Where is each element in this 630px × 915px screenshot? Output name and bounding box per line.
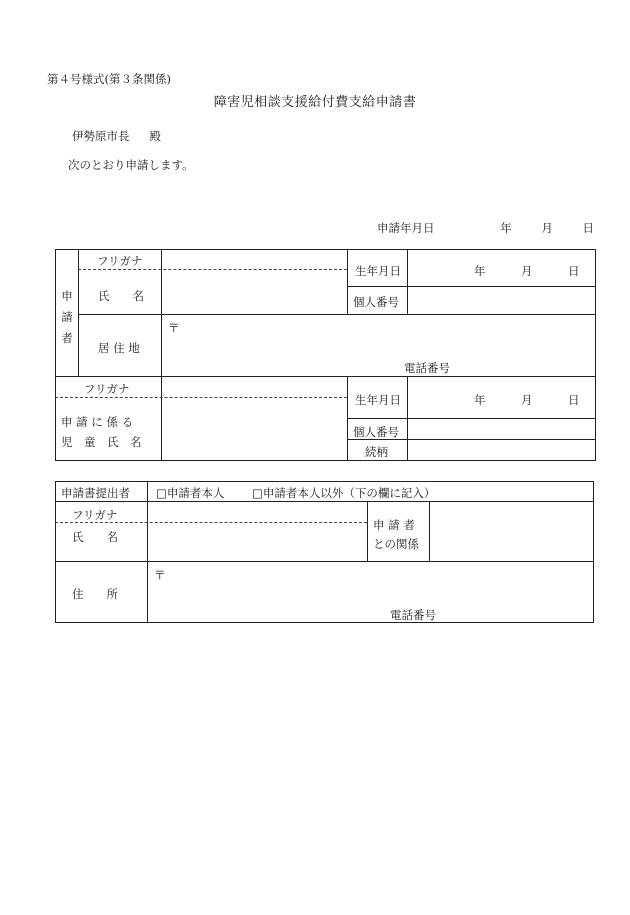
- submitter-label: 申請書提出者: [61, 486, 130, 500]
- submitter-postal-mark: 〒: [154, 568, 166, 582]
- child-name-label-line2: 児 童 氏 名: [61, 435, 142, 449]
- applicant-name-label: 氏 名: [98, 289, 144, 303]
- applicant-postal-mark: 〒: [168, 321, 180, 335]
- submitter-furigana-label: フリガナ: [72, 508, 118, 522]
- submitter-option-self[interactable]: □申請者本人: [156, 486, 225, 500]
- submitter-relationship-label-line1: 申 請 者: [373, 518, 415, 532]
- child-birthdate-label: 生年月日: [355, 393, 401, 407]
- application-date-row: [377, 220, 594, 236]
- applicant-phone-label: 電話番号: [404, 361, 450, 375]
- submitter-option-other[interactable]: □申請者本人以外（下の欄に記入）: [252, 486, 436, 500]
- applicant-table: [55, 249, 596, 461]
- child-relationship-label: 続柄: [365, 445, 388, 459]
- form-number: 第４号様式(第３条関係): [47, 72, 171, 86]
- submitter-address-label: 住 所: [72, 587, 118, 601]
- child-birth-day-unit: 日: [568, 393, 580, 407]
- applicant-furigana-label: フリガナ: [97, 254, 143, 268]
- child-birth-year-unit: 年: [474, 393, 486, 407]
- applicant-birth-year-unit: 年: [474, 264, 486, 278]
- form-title: 障害児相談支援給付費支給申請書: [213, 95, 417, 110]
- child-birth-month-unit: 月: [521, 393, 533, 407]
- application-day-unit: 日: [582, 221, 594, 235]
- applicant-birth-day-unit: 日: [568, 264, 580, 278]
- applicant-group-char-1: 申: [61, 289, 73, 303]
- submitter-table: [55, 481, 594, 623]
- addressee-honorific: 殿: [149, 129, 161, 143]
- child-individual-number-label: 個人番号: [353, 425, 399, 439]
- applicant-group-char-3: 者: [61, 331, 73, 345]
- applicant-individual-number-label: 個人番号: [353, 295, 399, 309]
- applicant-group-label: [60, 286, 74, 349]
- application-year-unit: 年: [500, 221, 512, 235]
- submitter-relationship-label-line2: との関係: [373, 537, 419, 551]
- addressee: [72, 128, 161, 144]
- intro-text: 次のとおり申請します。: [68, 158, 194, 172]
- applicant-group-char-2: 請: [61, 310, 73, 324]
- submitter-phone-label: 電話番号: [390, 608, 436, 622]
- submitter-name-label: 氏 名: [72, 530, 118, 544]
- application-month-unit: 月: [541, 221, 553, 235]
- child-name-label-line1: 申 請 に 係 る: [61, 415, 134, 429]
- applicant-residence-label: 居 住 地: [98, 341, 140, 355]
- addressee-name: 伊勢原市長: [72, 129, 130, 143]
- application-date-label: 申請年月日: [377, 221, 435, 235]
- applicant-birth-month-unit: 月: [521, 264, 533, 278]
- child-furigana-label: フリガナ: [84, 382, 130, 396]
- applicant-birthdate-label: 生年月日: [355, 264, 401, 278]
